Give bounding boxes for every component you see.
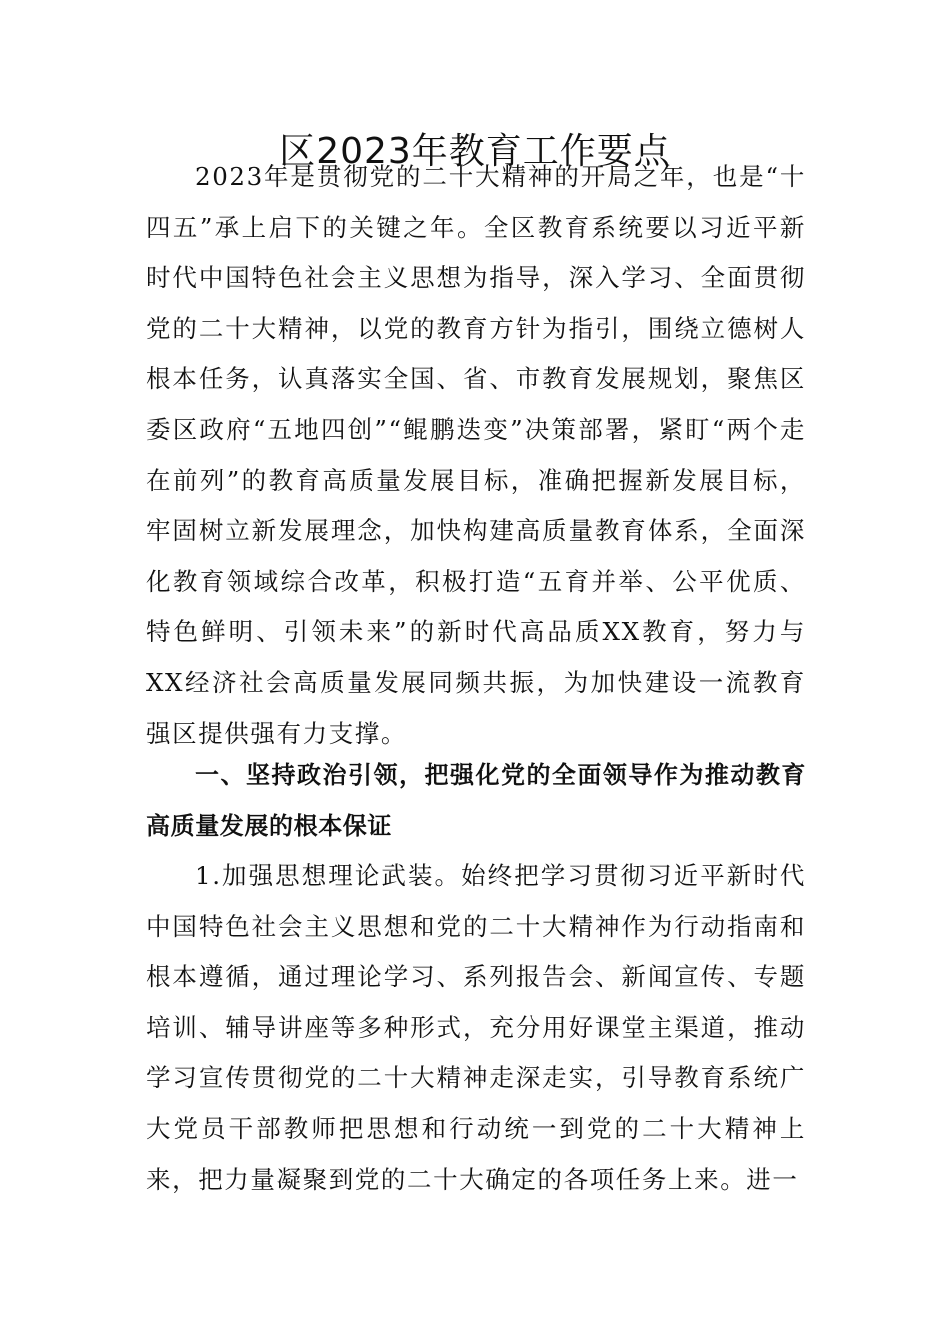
intro-paragraph: 2023年是贯彻党的二十大精神的开局之年，也是“十四五”承上启下的关键之年。全区教育系统要以习近平新时代中国特色社会主义思想为指导，深入学习、全面贯彻党的二十大精神，以党的教育方针为指引，围绕立德树人根本任务，认真落实全国、省、市教育发展规划，聚焦区委区政府“五地四创”“鲲鹏迭变”决策部署，紧盯“两个走在前列”的教育高质量发展目标，准确把握新发展目标，牢固树立新发展理念，加快构建高质量教育体系，全面深化教育领域综合改革，积极打造“五育并举、公平优质、特色鲜明、引领未来”的新时代高品质XX教育，努力与XX经济社会高质量发展同频共振，为加快建设一流教育强区提供强有力支撑。 [146, 162, 806, 748]
section-heading-1: 一、坚持政治引领，把强化党的全面领导作为推动教育高质量发展的根本保证 [146, 761, 806, 840]
document-title: 区2023年教育工作要点 [279, 131, 671, 172]
item-paragraph-1: 1.加强思想理论武装。始终把学习贯彻习近平新时代中国特色社会主义思想和党的二十大精神作为行动指南和根本遵循，通过理论学习、系列报告会、新闻宣传、专题培训、辅导讲座等多种形式，充分用好课堂主渠道，推动学习宣传贯彻党的二十大精神走深走实，引导教育系统广大党员干部教师把思想和行动统一到党的二十大精神上来，把力量凝聚到党的二十大确定的各项任务上来。进一 [146, 861, 806, 1194]
